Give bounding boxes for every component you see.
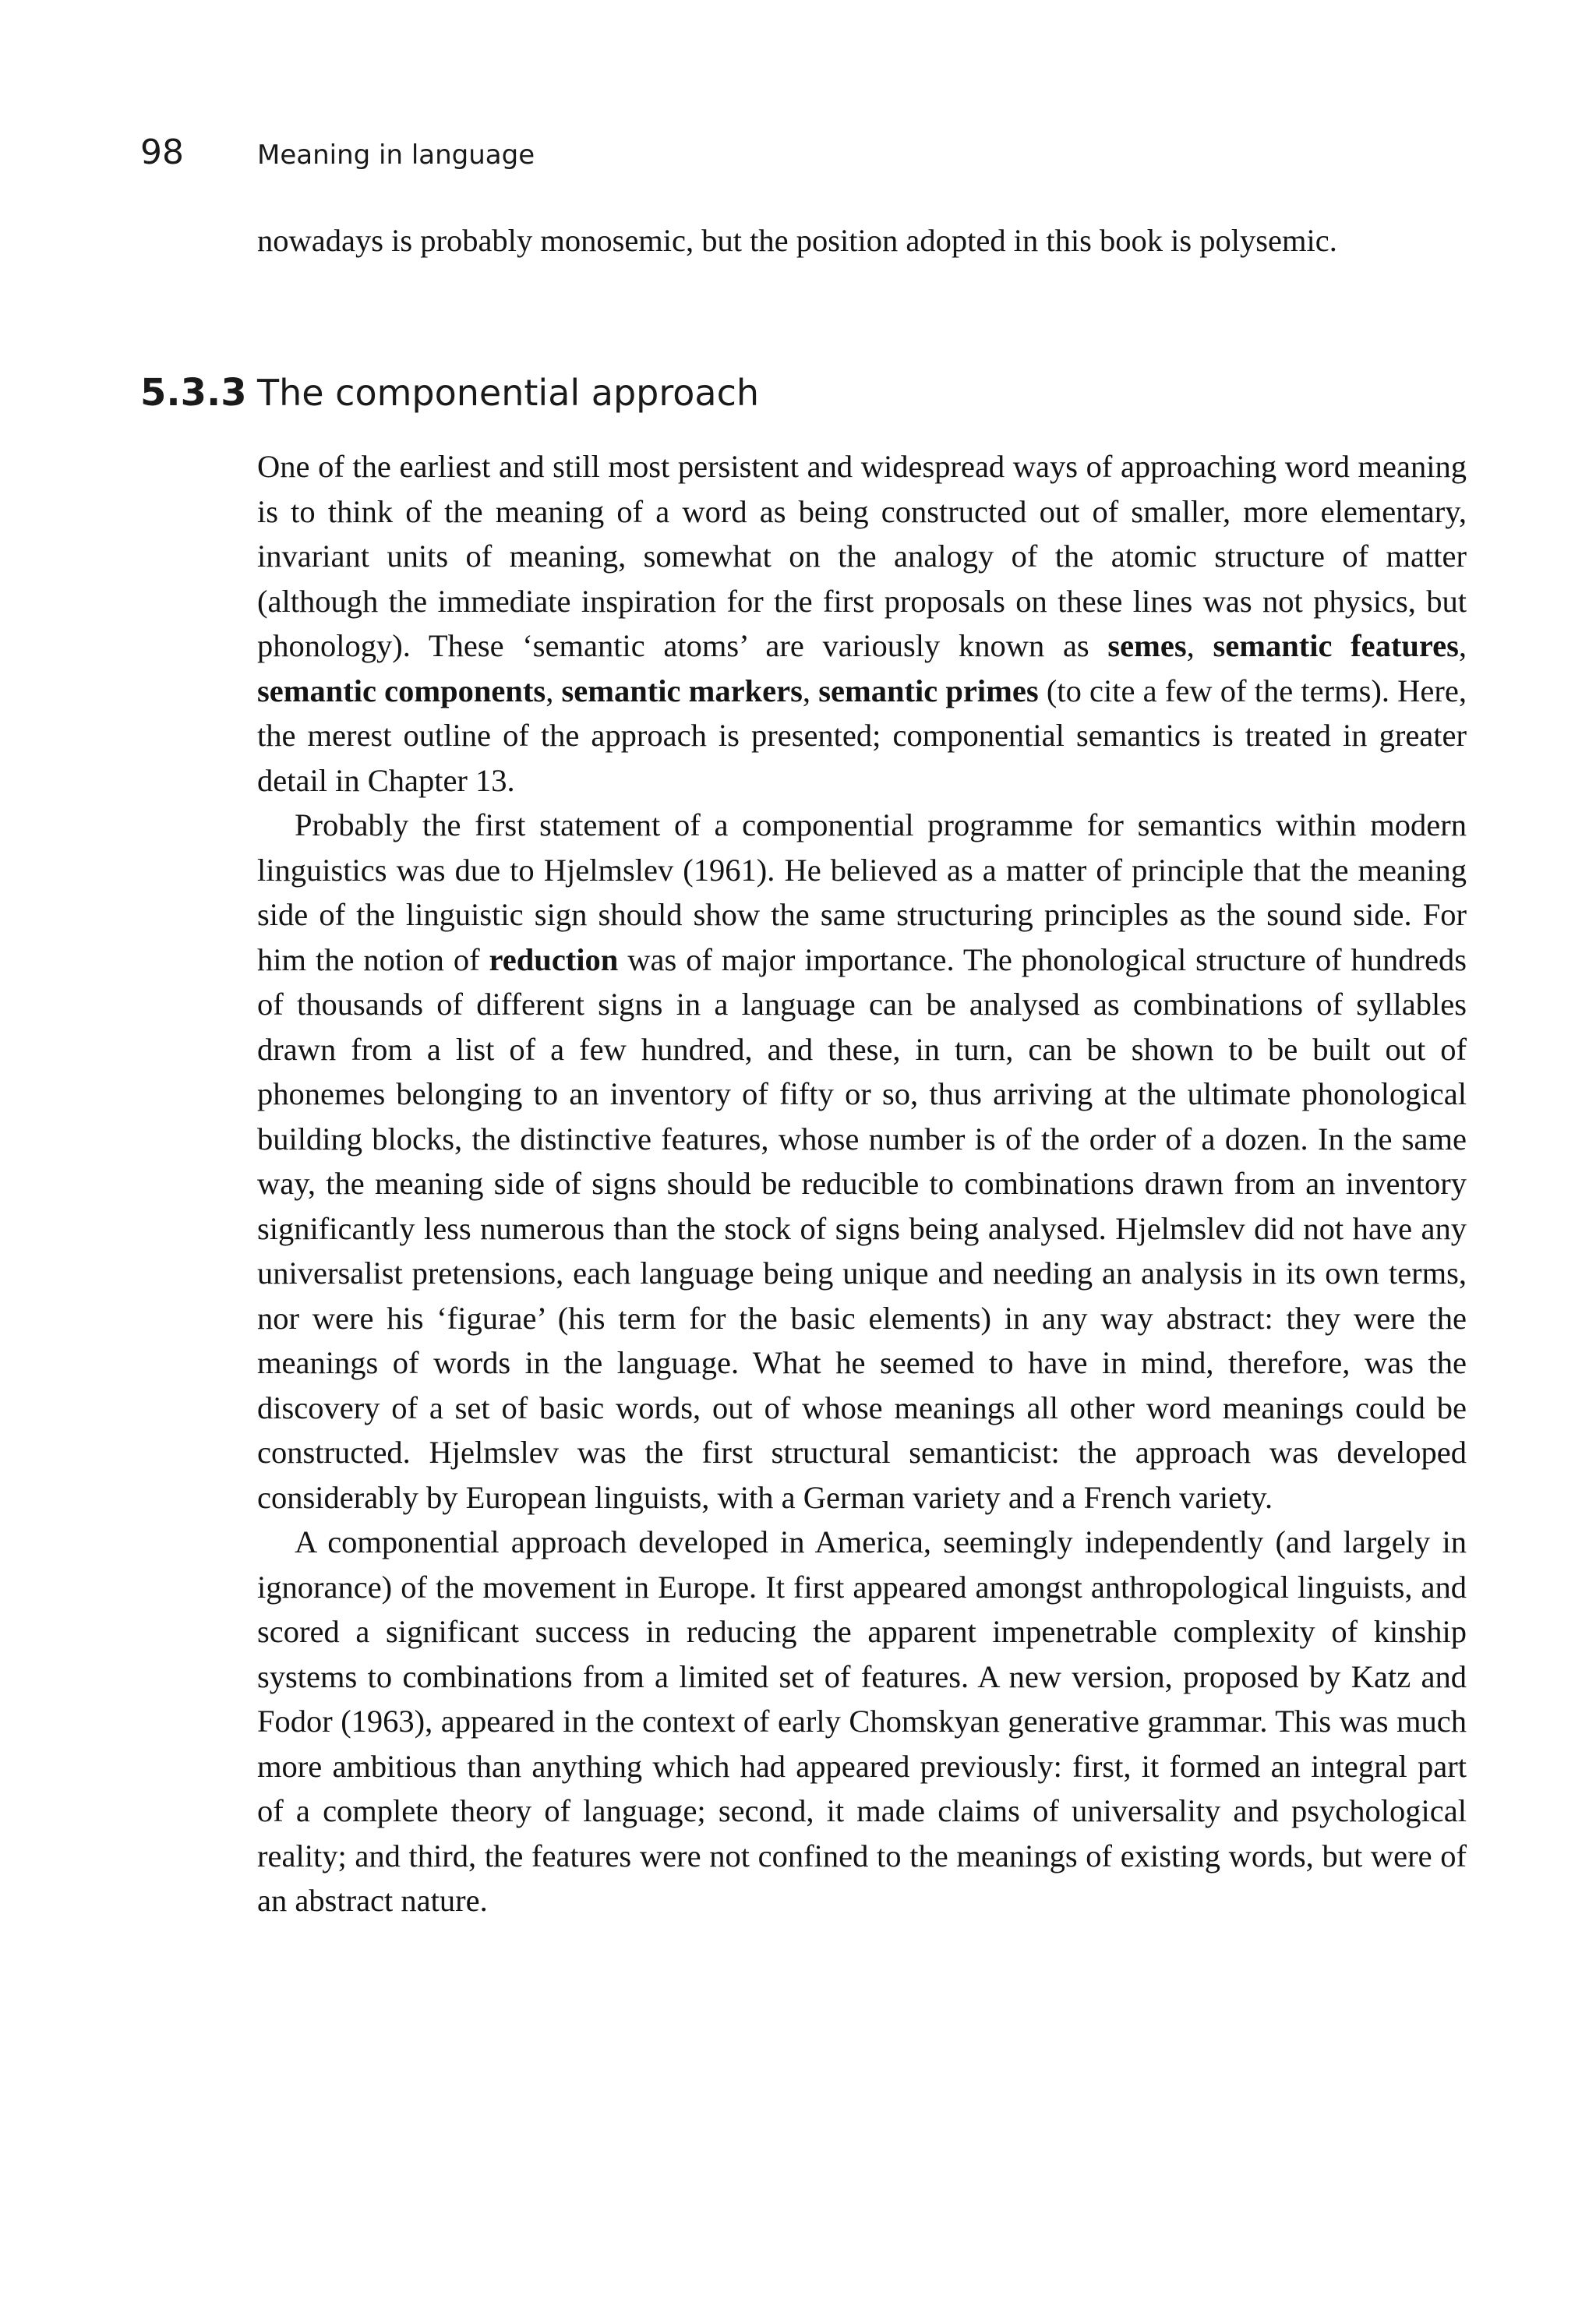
paragraph-2 bbox=[257, 803, 1467, 1520]
separator: , bbox=[1458, 628, 1467, 663]
paragraph-2-text-a: Probably the first statement of a componential programme for semantics within modern linguistics was due to Hjelmslev (1961). He believed as a matter of principle that the meaning side of the linguistic sign should show the same structuring principles as the sound side. For him the notion of bbox=[257, 807, 1467, 977]
paragraph-2-text-b: was of major importance. The phonological structure of hundreds of thousands of different signs in a language can be analysed as combinations of syllables drawn from a list of a few hundred, and these, in turn, can be shown to be built out of phonemes belonging to an inventory of fifty or so, thus arriving at the ultimate phonological building blocks, the distinctive features, whose number is of the order of a dozen. In the same way, the meaning side of signs should be reducible to combinations drawn from an inventory significantly less numerous than the stock of signs being analysed. Hjelmslev did not have any universalist pretensions, each language being unique and needing an analysis in its own terms, nor were his ‘figurae’ (his term for the basic elements) in any way abstract: they were the meanings of words in the language. What he seemed to have in mind, therefore, was the discovery of a set of basic words, out of whose meanings all other word meanings could be constructed. Hjelmslev was the first structural semanticist: the approach was developed considerably by European linguists, with a German variety and a French variety. bbox=[257, 941, 1467, 1515]
term-semantic-components: semantic components bbox=[257, 673, 546, 708]
section-title: The componential approach bbox=[257, 372, 760, 414]
paragraph-1-text-b: (to cite a few of the terms). Here, the merest outline of the approach is presented; componential semantics is treated in greater detail in Chapter 13. bbox=[257, 673, 1467, 798]
page-number: 98 bbox=[140, 132, 184, 172]
paragraph-1-text-a: One of the earliest and still most persistent and widespread ways of approaching word meaning is to think of the meaning of a word as being constructed out of smaller, more elementary, invariant units of meaning, somewhat on the analogy of the atomic structure of matter (although the immediate inspiration for the first proposals on these lines was not physics, but phonology). These ‘semantic atoms’ are variously known as bbox=[257, 449, 1467, 663]
running-title: Meaning in language bbox=[257, 139, 535, 171]
lead-paragraph: nowadays is probably monosemic, but the position adopted in this book is polysemic. bbox=[257, 223, 1337, 258]
term-semantic-primes: semantic primes bbox=[818, 673, 1039, 708]
paragraph-1 bbox=[257, 444, 1467, 803]
running-head bbox=[140, 132, 535, 172]
section-number: 5.3.3 bbox=[140, 371, 247, 415]
term-semantic-features: semantic features bbox=[1213, 628, 1459, 663]
term-semes: semes bbox=[1107, 628, 1187, 663]
section-heading bbox=[140, 371, 759, 415]
section-body bbox=[257, 444, 1467, 1923]
paragraph-3: A componential approach developed in America, seemingly independently (and largely in ignorance) of the movement in Europe. It first appeared amongst anthropological linguists, and scored a significant success in reducing the apparent impenetrable complexity of kinship systems to combinations from a limited set of features. A new version, proposed by Katz and Fodor (1963), appeared in the context of early Chomskyan generative grammar. This was much more ambitious than anything which had appeared previously: first, it formed an integral part of a complete theory of language; second, it made claims of universality and psychological reality; and third, the features were not confined to the meanings of existing words, but were of an abstract nature. bbox=[257, 1524, 1467, 1918]
separator: , bbox=[546, 673, 562, 708]
term-reduction: reduction bbox=[489, 941, 619, 977]
term-semantic-markers: semantic markers bbox=[561, 673, 803, 708]
separator: , bbox=[1186, 628, 1213, 663]
separator: , bbox=[802, 673, 819, 708]
